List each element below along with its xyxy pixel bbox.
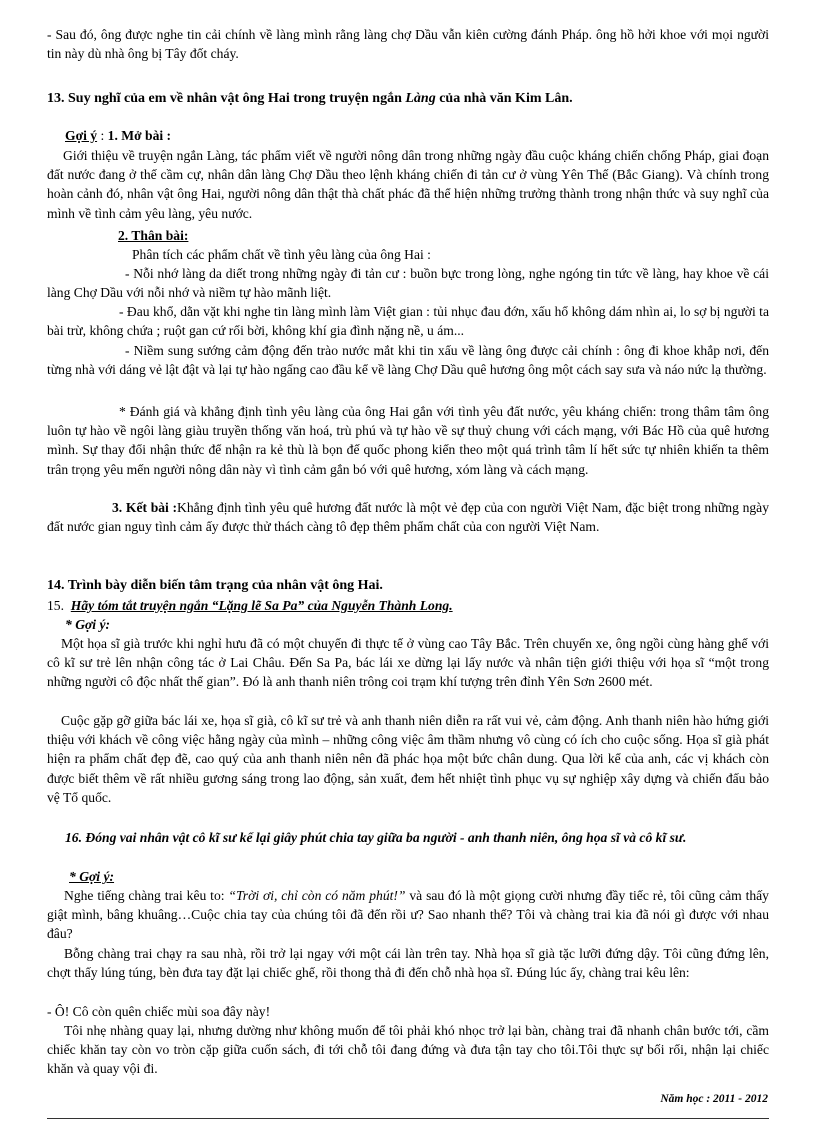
question-16-heading: 16. Đóng vai nhân vật cô kĩ sư kể lại giây phút chia tay giữa ba người - anh thanh niên, ông họa sĩ và cô kĩ sư. [65, 830, 687, 845]
than-bai-heading [47, 226, 769, 245]
question-13-work-title: Làng [405, 91, 436, 106]
than-bai-label: 2. Thân bài: [118, 228, 189, 243]
ket-bai-label: 3. Kết bài : [112, 500, 178, 515]
question-15-paragraph-1: Một họa sĩ già trước khi nghỉ hưu đã có một chuyến đi thực tế ở vùng cao Tây Bắc. Trên chuyến xe, ông ngồi cùng hàng ghế với cô kĩ sư trẻ lên nhận công tác ở Lai Châu. Đến Sa Pa, bác lái xe dừng lại lấy nước và nhân tiện giới thiệu với họa sĩ “một trong những người cô độc nhất thế gian”. Đó là anh thanh niên trông coi trạm khí tượng trên đỉnh Yên Sơn 2600 mét. [47, 636, 769, 690]
question-15-title: Hãy tóm tắt truyện ngắn “Lặng lẽ Sa Pa” của Nguyễn Thành Long. [70, 598, 453, 613]
ket-bai-text: Khẳng định tình yêu quê hương đất nước là một vẻ đẹp của con người Việt Nam, đặc biệt trong những ngày đất nước gian nguy tình cảm ấy được thử thách càng tô đẹp thêm phẩm chất của con người Việt Nam. [47, 500, 769, 535]
question-16-paragraph-2: Bỗng chàng trai chạy ra sau nhà, rồi trở lại ngay với một cái làn trên tay. Nhà họa sĩ già tặc lưỡi đứng dậy. Tôi cũng đứng lên, chợt thấy lúng túng, bèn đưa tay đặt lại chiếc ghế, rồi thong thả đi đến chỗ nhà họa sĩ. Đúng lúc ấy, chàng trai kêu lên: [47, 946, 769, 981]
question-15-hint-label: * Gợi ý: [65, 617, 111, 632]
mo-bai-paragraph: Giới thiệu về truyện ngắn Làng, tác phẩm viết về người nông dân trong những ngày đầu cuộc kháng chiến chống Pháp, giai đoạn đất nước đang ở thế cầm cự, nhân dân làng Chợ Dầu theo lệnh kháng chiến đi tản cư ở vùng Yên Thế (Bắc Giang). Và chính trong hoàn cảnh đó, nhân vật ông Hai, người nông dân thật thà chất phác đã thể hiện những trưởng thành trong nhận thức và suy nghĩ của mình về tình cảm yêu làng, yêu nước. [47, 148, 769, 221]
than-bai-point-2: - Đau khổ, dằn vặt khi nghe tin làng mình làm Việt gian : tủi nhục đau đớn, xấu hổ không dám nhìn ai, lo sợ bị người ta bài trừ, không chứa ; ruột gan cứ rối bời, không khí gia đình nặng nề, u ám... [47, 304, 769, 339]
school-year-footer: Năm học : 2011 - 2012 [660, 1093, 768, 1105]
paragraph-1-start: Nghe tiếng chàng trai kêu to: [64, 888, 229, 903]
than-bai-intro: Phân tích các phẩm chất về tình yêu làng của ông Hai : [132, 247, 431, 262]
question-16-hint-label: * Gợi ý: [69, 869, 115, 884]
question-16-paragraph-1 [47, 886, 769, 944]
hint-separator: : [97, 128, 108, 143]
question-15-paragraph-2: Cuộc gặp gỡ giữa bác lái xe, họa sĩ già, cô kĩ sư trẻ và anh thanh niên diễn ra rất vui vẻ, cảm động. Anh thanh niên hào hứng giới thiệu với khách về công việc hằng ngày của mình – những công việc âm thầm nhưng vô cùng có ích cho cuộc sống. Họa sĩ già phát hiện ra phẩm chất đẹp đẽ, cao quý của anh thanh niên nên đã phác họa một bức chân dung. Qua lời kể của anh, các vị khách còn được biết thêm về rất nhiều gương sáng trong lao động, sản xuất, đem hết nhiệt tình phục vụ sự nghiệp xây dựng và chiến đấu bảo vệ Tổ quốc. [47, 713, 769, 805]
intro-paragraph: - Sau đó, ông được nghe tin cải chính về làng mình rằng làng chợ Dầu vẫn kiên cường đánh Pháp. ông hồ hởi khoe với mọi người tin này dù nhà ông bị Tây đốt cháy. [47, 27, 769, 62]
question-16-paragraph-4: Tôi nhẹ nhàng quay lại, nhưng dường như không muốn để tôi phải khó nhọc trở lại bàn, chàng trai đã nhanh chân bước tới, cầm chiếc khăn tay còn vo tròn cặp giữa cuốn sách, đi tới chỗ tôi đang đứng và đưa tận tay cho tôi.Tôi thực sự bối rối, nhận lại chiếc khăn và quay vội đi. [47, 1023, 769, 1077]
question-13-title-start: 13. Suy nghĩ của em về nhân vật ông Hai trong truyện ngắn [47, 91, 406, 106]
question-13-heading [47, 89, 769, 108]
question-13-hint-line [47, 126, 769, 145]
paragraph-1-end: và sau đó là một giọng cười nhưng đầy tiếc rẻ, tôi cũng cảm thấy giật mình, bâng khuâng…Cuộc chia tay của chúng tôi đã đến rồi ư? Sao nhanh thế? Tôi và chàng trai kia đã nói gì được với nhau đâu? [47, 888, 769, 942]
footer-divider [47, 1118, 769, 1119]
mo-bai-label: 1. Mở bài : [107, 128, 172, 143]
question-15-heading [47, 596, 769, 615]
question-15-number: 15. [47, 598, 64, 613]
question-16-paragraph-3: - Ô! Cô còn quên chiếc mùi soa đây này! [47, 1004, 271, 1019]
assessment-paragraph: * Đánh giá và khẳng định tình yêu làng của ông Hai gắn với tình yêu đất nước, yêu kháng chiến: trong thâm tâm ông luôn tự hào về ngôi làng giàu truyền thống văn hoá, trù phú và tự hào về sự thuỷ chung với cách mạng, với Bác Hồ của quê hương mình. Sự thay đổi nhận thức để nhận ra kẻ thù là bọn đế quốc phong kiến theo một quá trình tâm lí hết sức tự nhiên khiến ta thêm trân trọng yêu mến người nông dân này vì tình cảm gắn bó với quê hương, xóm làng và cách mạng. [47, 404, 769, 477]
question-13-title-end: của nhà văn Kim Lân. [435, 91, 573, 106]
ket-bai-paragraph [47, 498, 769, 536]
paragraph-1-quote: “Trời ơi, chỉ còn có năm phút!” [228, 888, 406, 903]
question-14-heading: 14. Trình bày diễn biến tâm trạng của nhân vật ông Hai. [47, 578, 383, 593]
than-bai-point-1: - Nỗi nhớ làng da diết trong những ngày đi tản cư : buồn bực trong lòng, nghe ngóng tin tức về làng, hay khoe về cái làng Chợ Dầu với nỗi nhớ và niềm tự hào mãnh liệt. [47, 266, 769, 301]
question-13-hint-label: Gợi ý [65, 128, 98, 143]
than-bai-point-3: - Niềm sung sướng cảm động đến trào nước mắt khi tin xấu về làng ông được cải chính : ông đi khoe khắp nơi, đến từng nhà với dáng vẻ lật đật và lại tự hào ngẩng cao đầu kể về làng Chợ Dầu quê hương ông một cách say sưa và náo nức lạ thường. [47, 343, 769, 378]
